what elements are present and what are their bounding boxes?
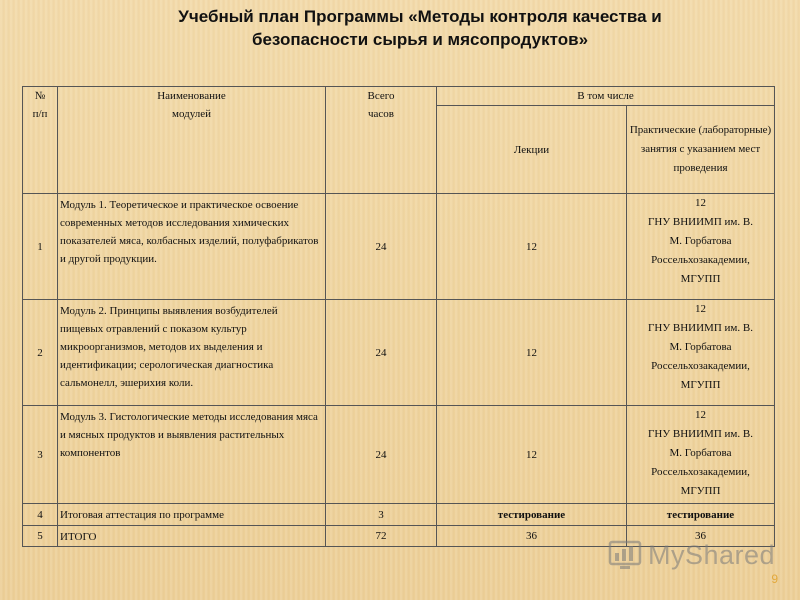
header-including: В том числе xyxy=(437,87,775,106)
myshared-watermark xyxy=(608,535,775,575)
table-row xyxy=(23,504,775,526)
row-practical: 36 xyxy=(627,526,775,547)
row-practical xyxy=(627,406,775,504)
row-module: Модуль 3. Гистологические методы исследования мяса и мясных продуктов и выявления растительных компонентов xyxy=(58,406,326,504)
practical-line: ГНУ ВНИИМП им. В. xyxy=(648,216,753,228)
row-total: 24 xyxy=(326,194,437,300)
practical-line: 12 xyxy=(695,303,706,315)
row-practical xyxy=(627,194,775,300)
header-practical: Практические (лабораторные) занятия с указанием мест проведения xyxy=(627,106,775,194)
header-module-name xyxy=(58,87,326,194)
row-module: Модуль 2. Принципы выявления возбудителей пищевых отравлений с показом культур микроорганизмов, методов их выделения и идентификации; серологическая диагностика сальмонелл, эшерихия коли. xyxy=(58,300,326,406)
row-module: Итоговая аттестация по программе xyxy=(58,504,326,526)
practical-line: МГУПП xyxy=(680,485,721,497)
title-line-1: Учебный план Программы «Методы контроля качества и xyxy=(178,7,662,26)
practical-line: Россельхозакадемии, xyxy=(651,466,750,478)
table-row xyxy=(23,300,775,406)
row-lectures: 12 xyxy=(437,406,627,504)
header-num-line2: п/п xyxy=(32,108,48,120)
row-num: 4 xyxy=(23,504,58,526)
row-num: 2 xyxy=(23,300,58,406)
row-num: 1 xyxy=(23,194,58,300)
header-num-line1: № xyxy=(34,90,46,102)
practical-line: МГУПП xyxy=(680,379,721,391)
myshared-logo-icon xyxy=(608,538,642,572)
watermark-text: MyShared xyxy=(648,539,776,570)
header-total-hours xyxy=(326,87,437,194)
page-number: 9 xyxy=(771,572,778,586)
header-name-line1: Наименование xyxy=(157,90,226,102)
row-practical xyxy=(627,300,775,406)
practical-line: Россельхозакадемии, xyxy=(651,254,750,266)
practical-line: М. Горбатова xyxy=(669,447,732,459)
practical-line: ГНУ ВНИИМП им. В. xyxy=(648,322,753,334)
header-lectures: Лекции xyxy=(437,106,627,194)
title-line-2: безопасности сырья и мясопродуктов» xyxy=(251,30,589,49)
row-lectures: 12 xyxy=(437,300,627,406)
row-num: 3 xyxy=(23,406,58,504)
practical-line: ГНУ ВНИИМП им. В. xyxy=(648,428,753,440)
row-total: 72 xyxy=(326,526,437,547)
row-lectures: 12 xyxy=(437,194,627,300)
header-total-line2: часов xyxy=(368,108,394,120)
row-module: ИТОГО xyxy=(58,526,326,547)
header-name-line2: модулей xyxy=(171,108,211,120)
row-num: 5 xyxy=(23,526,58,547)
practical-line: Россельхозакадемии, xyxy=(651,360,750,372)
header-num xyxy=(23,87,58,194)
header-total-line1: Всего xyxy=(367,90,395,102)
row-lectures: 36 xyxy=(437,526,627,547)
table-row xyxy=(23,406,775,504)
practical-line: 12 xyxy=(695,197,706,209)
header-row xyxy=(23,87,775,106)
practical-line: 12 xyxy=(695,409,706,421)
row-total: 24 xyxy=(326,406,437,504)
row-lectures: тестирование xyxy=(437,504,627,526)
row-total: 3 xyxy=(326,504,437,526)
curriculum-table xyxy=(22,86,775,547)
row-module: Модуль 1. Теоретическое и практическое освоение современных методов исследования химических показателей мяса, колбасных изделий, полуфабрикатов и другой продукции. xyxy=(58,194,326,300)
practical-line: М. Горбатова xyxy=(669,341,732,353)
page-title xyxy=(120,5,720,51)
row-total: 24 xyxy=(326,300,437,406)
table-row xyxy=(23,194,775,300)
row-practical: тестирование xyxy=(627,504,775,526)
practical-line: МГУПП xyxy=(680,273,721,285)
practical-line: М. Горбатова xyxy=(669,235,732,247)
